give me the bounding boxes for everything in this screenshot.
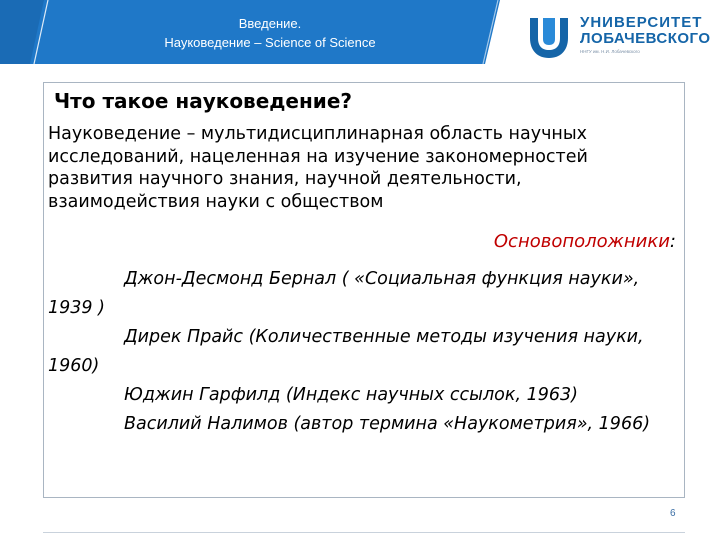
founder-item: Юджин Гарфилд (Индекс научных ссылок, 1963) [124, 385, 578, 405]
university-logo [526, 12, 716, 62]
founder-item: Джон-Десмонд Бернал ( «Социальная функция науки», 1939 ) [48, 269, 640, 318]
content-box [43, 82, 685, 498]
founders-list [48, 265, 668, 439]
question-heading: Что такое науковедение? [54, 89, 352, 113]
logo-tagline: ННГУ им. Н.И. Лобачевского [580, 49, 640, 54]
title-line-1: Введение. [238, 16, 302, 31]
founders-heading [494, 231, 676, 252]
founder-item: Василий Налимов (автор термина «Наукометрия», 1966) [124, 414, 651, 434]
title-line-2: Науковедение – Science of Science [164, 35, 376, 50]
founders-colon: : [669, 231, 676, 252]
founder-item: Дирек Прайс (Количественные методы изучения науки, 1960) [48, 327, 644, 376]
footer-divider [43, 532, 685, 533]
logo-text-line-2: ЛОБАЧЕВСКОГО [580, 30, 711, 47]
page-title [60, 14, 480, 52]
definition-text: Науковедение – мультидисциплинарная область научных исследований, нацеленная на изучение закономерностей развития научного знания, научной деятельности, взаимодействия науки с обществом [48, 124, 588, 212]
unn-logo-icon [526, 14, 572, 60]
page-number: 6 [670, 508, 676, 519]
founders-title-text: Основоположники [493, 231, 670, 252]
logo-text-line-1: УНИВЕРСИТЕТ [580, 14, 703, 31]
